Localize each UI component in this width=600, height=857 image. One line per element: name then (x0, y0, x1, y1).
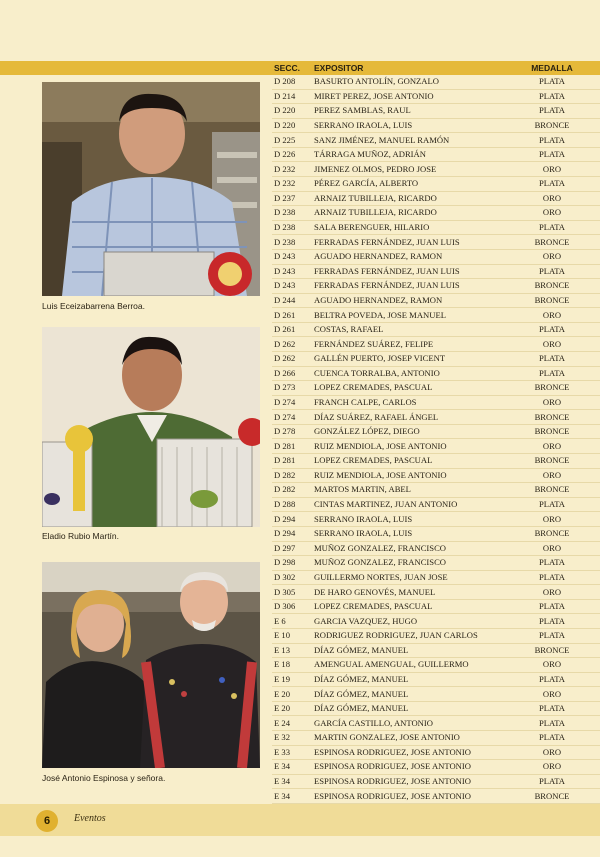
table-row (272, 206, 600, 221)
cell-medalla: BRONCE (502, 483, 600, 498)
cell-secc: D 281 (272, 454, 312, 469)
cell-expositor: DÍAZ GÓMEZ, MANUEL (312, 672, 502, 687)
table-row (272, 585, 600, 600)
table-row (272, 570, 600, 585)
table-row (272, 322, 600, 337)
cell-secc: D 297 (272, 541, 312, 556)
page-number: 6 (36, 810, 58, 832)
cell-medalla: ORO (502, 249, 600, 264)
cell-medalla: ORO (502, 308, 600, 323)
cell-medalla: PLATA (502, 366, 600, 381)
cell-medalla: BRONCE (502, 381, 600, 396)
cell-expositor: AMENGUAL AMENGUAL, GUILLERMO (312, 658, 502, 673)
table-row (272, 468, 600, 483)
cell-expositor: DÍAZ GÓMEZ, MANUEL (312, 687, 502, 702)
cell-secc: D 238 (272, 206, 312, 221)
table-row (272, 760, 600, 775)
cell-secc: D 294 (272, 512, 312, 527)
cell-expositor: SALA BERENGUER, HILARIO (312, 220, 502, 235)
table-row (272, 512, 600, 527)
cell-expositor: RUIZ MENDIOLA, JOSE ANTONIO (312, 439, 502, 454)
cell-medalla: ORO (502, 395, 600, 410)
cell-secc: D 232 (272, 177, 312, 192)
table-row (272, 731, 600, 746)
table-row (272, 177, 600, 192)
cell-expositor: COSTAS, RAFAEL (312, 322, 502, 337)
cell-medalla: ORO (502, 541, 600, 556)
cell-expositor: SERRANO IRAOLA, LUIS (312, 526, 502, 541)
photo-luis-eceizabarrena (42, 82, 260, 296)
cell-medalla: BRONCE (502, 118, 600, 133)
cell-secc: D 282 (272, 483, 312, 498)
cell-expositor: PÉREZ GARCÍA, ALBERTO (312, 177, 502, 192)
cell-expositor: CINTAS MARTINEZ, JUAN ANTONIO (312, 497, 502, 512)
cell-expositor: LOPEZ CREMADES, PASCUAL (312, 599, 502, 614)
cell-expositor: ARNAIZ TUBILLEJA, RICARDO (312, 206, 502, 221)
cell-expositor: DE HARO GENOVÉS, MANUEL (312, 585, 502, 600)
cell-secc: D 232 (272, 162, 312, 177)
table-row (272, 75, 600, 89)
cell-secc: D 273 (272, 381, 312, 396)
cell-expositor: DÍAZ GÓMEZ, MANUEL (312, 701, 502, 716)
cell-medalla: ORO (502, 585, 600, 600)
cell-expositor: FERRADAS FERNÁNDEZ, JUAN LUIS (312, 279, 502, 294)
photo-eladio-rubio (42, 327, 260, 527)
table-row (272, 293, 600, 308)
cell-secc: E 33 (272, 745, 312, 760)
table-row (272, 497, 600, 512)
cell-secc: E 34 (272, 789, 312, 804)
cell-medalla: PLATA (502, 133, 600, 148)
cell-secc: D 298 (272, 556, 312, 571)
caption-photo-1: Luis Eceizabarrena Berroa. (42, 301, 146, 311)
table-row (272, 424, 600, 439)
cell-expositor: MUÑOZ GONZALEZ, FRANCISCO (312, 556, 502, 571)
table-row (272, 366, 600, 381)
table-row (272, 191, 600, 206)
table-row (272, 162, 600, 177)
cell-expositor: GALLÉN PUERTO, JOSEP VICENT (312, 351, 502, 366)
cell-secc: D 282 (272, 468, 312, 483)
cell-medalla: PLATA (502, 497, 600, 512)
table-row (272, 89, 600, 104)
cell-medalla: PLATA (502, 599, 600, 614)
table-row (272, 249, 600, 264)
results-body (272, 75, 600, 833)
cell-medalla: BRONCE (502, 789, 600, 804)
cell-expositor: FRANCH CALPE, CARLOS (312, 395, 502, 410)
cell-medalla: BRONCE (502, 454, 600, 469)
cell-secc: D 302 (272, 570, 312, 585)
table-row (272, 410, 600, 425)
caption-photo-3: José Antonio Espinosa y señora. (42, 773, 166, 783)
table-row (272, 351, 600, 366)
table-row (272, 658, 600, 673)
table-row (272, 220, 600, 235)
cell-medalla: PLATA (502, 570, 600, 585)
cell-expositor: ARNAIZ TUBILLEJA, RICARDO (312, 191, 502, 206)
cell-secc: D 226 (272, 147, 312, 162)
cell-secc: E 34 (272, 760, 312, 775)
cell-medalla: ORO (502, 745, 600, 760)
cell-medalla: ORO (502, 512, 600, 527)
cell-secc: E 24 (272, 716, 312, 731)
caption-photo-2: Eladio Rubio Martín. (42, 531, 120, 541)
table-row (272, 716, 600, 731)
cell-medalla: PLATA (502, 75, 600, 89)
cell-secc: D 244 (272, 293, 312, 308)
cell-medalla: PLATA (502, 556, 600, 571)
cell-medalla: BRONCE (502, 279, 600, 294)
table-row (272, 439, 600, 454)
cell-secc: D 288 (272, 497, 312, 512)
cell-secc: E 18 (272, 658, 312, 673)
cell-expositor: AGUADO HERNANDEZ, RAMON (312, 293, 502, 308)
cell-medalla: ORO (502, 206, 600, 221)
table-row (272, 789, 600, 804)
cell-expositor: BASURTO ANTOLÍN, GONZALO (312, 75, 502, 89)
cell-expositor: AGUADO HERNANDEZ, RAMON (312, 249, 502, 264)
table-row (272, 279, 600, 294)
cell-medalla: PLATA (502, 731, 600, 746)
header-expositor: EXPOSITOR (314, 63, 364, 73)
cell-secc: D 243 (272, 279, 312, 294)
cell-secc: E 20 (272, 701, 312, 716)
cell-medalla: PLATA (502, 220, 600, 235)
cell-medalla: PLATA (502, 701, 600, 716)
cell-medalla: PLATA (502, 628, 600, 643)
cell-secc: D 243 (272, 249, 312, 264)
cell-secc: E 19 (272, 672, 312, 687)
cell-medalla: BRONCE (502, 293, 600, 308)
cell-medalla: ORO (502, 468, 600, 483)
cell-medalla: ORO (502, 337, 600, 352)
cell-secc: E 6 (272, 614, 312, 629)
cell-secc: D 237 (272, 191, 312, 206)
cell-expositor: MIRET PEREZ, JOSE ANTONIO (312, 89, 502, 104)
table-row (272, 526, 600, 541)
cell-expositor: GUILLERMO NORTES, JUAN JOSE (312, 570, 502, 585)
cell-medalla: PLATA (502, 104, 600, 119)
table-row (272, 118, 600, 133)
table-row (272, 745, 600, 760)
cell-expositor: ESPINOSA RODRIGUEZ, JOSE ANTONIO (312, 745, 502, 760)
cell-medalla: PLATA (502, 716, 600, 731)
cell-expositor: MARTIN GONZALEZ, JOSE ANTONIO (312, 731, 502, 746)
cell-secc: D 305 (272, 585, 312, 600)
cell-medalla: ORO (502, 687, 600, 702)
cell-medalla: BRONCE (502, 643, 600, 658)
table-row (272, 381, 600, 396)
cell-expositor: BELTRA POVEDA, JOSE MANUEL (312, 308, 502, 323)
cell-expositor: FERNÁNDEZ SUÁREZ, FELIPE (312, 337, 502, 352)
cell-medalla: PLATA (502, 774, 600, 789)
cell-medalla: PLATA (502, 147, 600, 162)
cell-secc: D 220 (272, 118, 312, 133)
table-row (272, 541, 600, 556)
cell-medalla: ORO (502, 191, 600, 206)
cell-expositor: GARCÍA CASTILLO, ANTONIO (312, 716, 502, 731)
cell-expositor: JIMENEZ OLMOS, PEDRO JOSE (312, 162, 502, 177)
cell-medalla: PLATA (502, 177, 600, 192)
cell-secc: E 10 (272, 628, 312, 643)
cell-expositor: MARTOS MARTIN, ABEL (312, 483, 502, 498)
cell-medalla: ORO (502, 162, 600, 177)
cell-expositor: ESPINOSA RODRIGUEZ, JOSE ANTONIO (312, 760, 502, 775)
cell-secc: D 281 (272, 439, 312, 454)
table-row (272, 614, 600, 629)
cell-expositor: GONZÁLEZ LÓPEZ, DIEGO (312, 424, 502, 439)
cell-medalla: BRONCE (502, 410, 600, 425)
cell-medalla: PLATA (502, 614, 600, 629)
cell-secc: D 220 (272, 104, 312, 119)
cell-secc: D 262 (272, 337, 312, 352)
table-row (272, 133, 600, 148)
cell-expositor: FERRADAS FERNÁNDEZ, JUAN LUIS (312, 264, 502, 279)
cell-secc: D 274 (272, 410, 312, 425)
cell-expositor: LOPEZ CREMADES, PASCUAL (312, 381, 502, 396)
cell-medalla: BRONCE (502, 235, 600, 250)
cell-medalla: BRONCE (502, 424, 600, 439)
cell-medalla: ORO (502, 439, 600, 454)
cell-secc: D 238 (272, 235, 312, 250)
table-row (272, 774, 600, 789)
cell-medalla: PLATA (502, 322, 600, 337)
cell-expositor: DÍAZ SUÁREZ, RAFAEL ÁNGEL (312, 410, 502, 425)
cell-expositor: LOPEZ CREMADES, PASCUAL (312, 454, 502, 469)
cell-expositor: SERRANO IRAOLA, LUIS (312, 512, 502, 527)
cell-medalla: PLATA (502, 672, 600, 687)
cell-secc: D 266 (272, 366, 312, 381)
cell-expositor: CUENCA TORRALBA, ANTONIO (312, 366, 502, 381)
cell-secc: D 278 (272, 424, 312, 439)
cell-secc: D 262 (272, 351, 312, 366)
cell-secc: D 208 (272, 75, 312, 89)
table-row (272, 264, 600, 279)
table-row (272, 308, 600, 323)
table-row (272, 454, 600, 469)
table-row (272, 483, 600, 498)
cell-expositor: ESPINOSA RODRIGUEZ, JOSE ANTONIO (312, 789, 502, 804)
table-row (272, 701, 600, 716)
cell-expositor: RODRIGUEZ RODRIGUEZ, JUAN CARLOS (312, 628, 502, 643)
table-row (272, 104, 600, 119)
cell-medalla: PLATA (502, 89, 600, 104)
cell-secc: E 34 (272, 774, 312, 789)
table-row (272, 337, 600, 352)
cell-secc: D 261 (272, 322, 312, 337)
table-header-row (272, 61, 600, 75)
cell-medalla: PLATA (502, 351, 600, 366)
cell-expositor: DÍAZ GÓMEZ, MANUEL (312, 643, 502, 658)
photo-jose-antonio-espinosa (42, 562, 260, 768)
table-row (272, 147, 600, 162)
cell-medalla: PLATA (502, 264, 600, 279)
table-row (272, 599, 600, 614)
cell-secc: D 261 (272, 308, 312, 323)
table-row (272, 556, 600, 571)
header-secc: SECC. (274, 63, 300, 73)
footer-section-label: Eventos (74, 813, 106, 824)
table-row (272, 687, 600, 702)
table-row (272, 628, 600, 643)
cell-expositor: SERRANO IRAOLA, LUIS (312, 118, 502, 133)
cell-expositor: ESPINOSA RODRIGUEZ, JOSE ANTONIO (312, 774, 502, 789)
header-medalla: MEDALLA (531, 63, 573, 73)
table-row (272, 672, 600, 687)
cell-secc: E 32 (272, 731, 312, 746)
cell-secc: D 294 (272, 526, 312, 541)
cell-expositor: GARCIA VAZQUEZ, HUGO (312, 614, 502, 629)
cell-expositor: FERRADAS FERNÁNDEZ, JUAN LUIS (312, 235, 502, 250)
cell-secc: D 238 (272, 220, 312, 235)
cell-secc: D 306 (272, 599, 312, 614)
cell-secc: D 225 (272, 133, 312, 148)
cell-expositor: RUIZ MENDIOLA, JOSE ANTONIO (312, 468, 502, 483)
results-table (272, 61, 600, 833)
cell-secc: D 274 (272, 395, 312, 410)
cell-secc: D 243 (272, 264, 312, 279)
cell-secc: D 214 (272, 89, 312, 104)
cell-secc: E 13 (272, 643, 312, 658)
cell-medalla: ORO (502, 658, 600, 673)
table-row (272, 235, 600, 250)
cell-expositor: PEREZ SAMBLAS, RAUL (312, 104, 502, 119)
cell-expositor: TÁRRAGA MUÑOZ, ADRIÁN (312, 147, 502, 162)
table-row (272, 643, 600, 658)
cell-medalla: ORO (502, 760, 600, 775)
cell-expositor: MUÑOZ GONZALEZ, FRANCISCO (312, 541, 502, 556)
cell-medalla: BRONCE (502, 526, 600, 541)
table-row (272, 395, 600, 410)
cell-secc: E 20 (272, 687, 312, 702)
cell-expositor: SANZ JIMÉNEZ, MANUEL RAMÓN (312, 133, 502, 148)
